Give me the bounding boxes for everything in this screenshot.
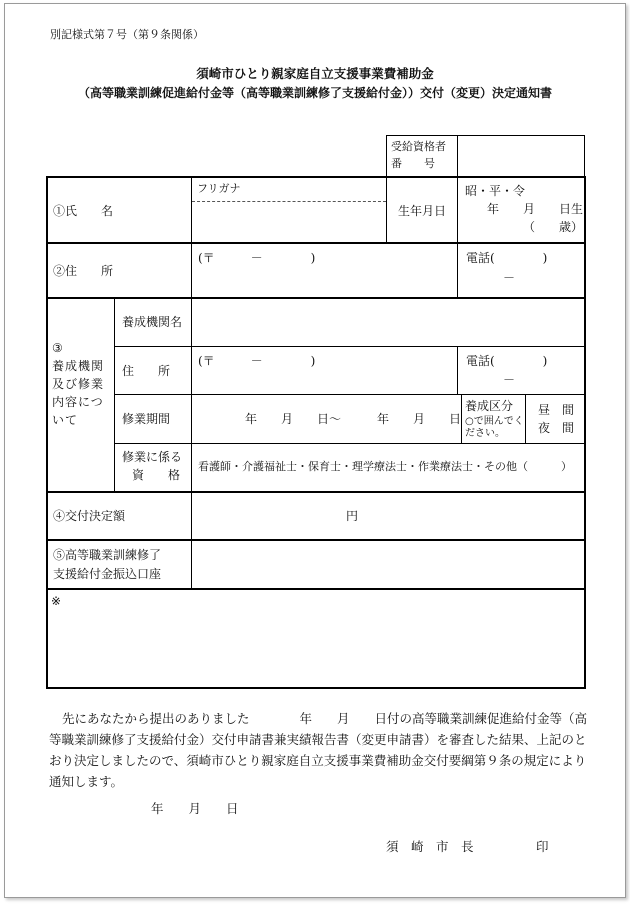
document-page xyxy=(4,3,626,898)
document-subtitle: （高等職業訓練促進給付金等（高等職業訓練修了支援給付金））交付（変更）決定通知書 xyxy=(77,86,552,100)
dob-date: 年 月 日生 xyxy=(487,202,584,216)
recipient-number-label: 受給資格者 xyxy=(391,140,446,153)
address-phone-dash: － xyxy=(503,271,516,285)
institution-postal[interactable]: (〒 － ) xyxy=(198,354,316,368)
address-postal[interactable]: (〒 － ) xyxy=(198,251,316,265)
mayor-signature: 須 崎 市 長 xyxy=(386,839,474,854)
grant-amount-unit: 円 xyxy=(346,509,359,523)
institution-name-label: 養成機関名 xyxy=(122,315,183,329)
institution-address-label: 住 所 xyxy=(122,364,171,378)
institution-phone-dash: － xyxy=(503,373,516,387)
notification-text: 先にあなたから提出のありました 年 月 日付の高等職業訓練促進給付金等（高等職業訓練修了支援給付金）交付申請書兼実績報告書（変更申請書）を審査した結果、上記のとおり決定しましたので、須崎市ひとり親家庭自立支援事業費補助金交付要綱第９条の規定により通知します。 xyxy=(49,711,588,789)
name-field[interactable] xyxy=(195,204,383,238)
address-phone[interactable]: 電話( ) xyxy=(466,251,548,265)
training-category-note: ○で囲んでください。 xyxy=(465,416,524,439)
address-label: ②住 所 xyxy=(53,264,114,278)
institution-name-field[interactable] xyxy=(195,302,581,342)
age: （ 歳） xyxy=(523,220,584,234)
era-options: 昭・平・令 xyxy=(465,184,526,198)
qualification-label: 修業に係る xyxy=(122,450,183,464)
recipient-number-field[interactable] xyxy=(460,139,580,173)
qualification-label-2: 資 格 xyxy=(132,468,181,482)
document-title: 須崎市ひとり親家庭自立支援事業費補助金 xyxy=(196,66,434,81)
institution-section-number: ③ xyxy=(52,341,63,355)
recipient-number-label-2: 番 号 xyxy=(391,157,435,170)
remarks-mark: ※ xyxy=(51,594,62,608)
form-number: 別記様式第７号（第９条関係） xyxy=(50,28,204,41)
furigana-label: フリガナ xyxy=(197,182,241,195)
qualification-options[interactable]: 看護師・介護福祉士・保育士・理学療法士・作業療法士・その他（ ） xyxy=(198,460,572,473)
bank-account-label-2: 支援給付金振込口座 xyxy=(53,567,162,581)
dob-label: 生年月日 xyxy=(398,204,447,218)
institution-phone[interactable]: 電話( ) xyxy=(466,354,548,368)
bank-account-label: ⑤高等職業訓練修了 xyxy=(53,548,162,562)
name-label: ①氏 名 xyxy=(53,204,114,218)
issue-date: 年 月 日 xyxy=(151,801,239,816)
bank-account-field[interactable] xyxy=(195,544,581,584)
nighttime-option[interactable]: 夜 間 xyxy=(538,421,575,435)
training-category-label: 養成区分 xyxy=(465,399,514,413)
seal-mark: 印 xyxy=(536,839,549,854)
daytime-option[interactable]: 昼 間 xyxy=(538,403,575,417)
institution-section-label: 養成機関及び修業内容について xyxy=(52,359,105,427)
grant-amount-label: ④交付決定額 xyxy=(53,509,126,523)
study-period-value[interactable]: 年 月 日～ 年 月 日 xyxy=(245,412,462,426)
study-period-label: 修業期間 xyxy=(122,412,171,426)
